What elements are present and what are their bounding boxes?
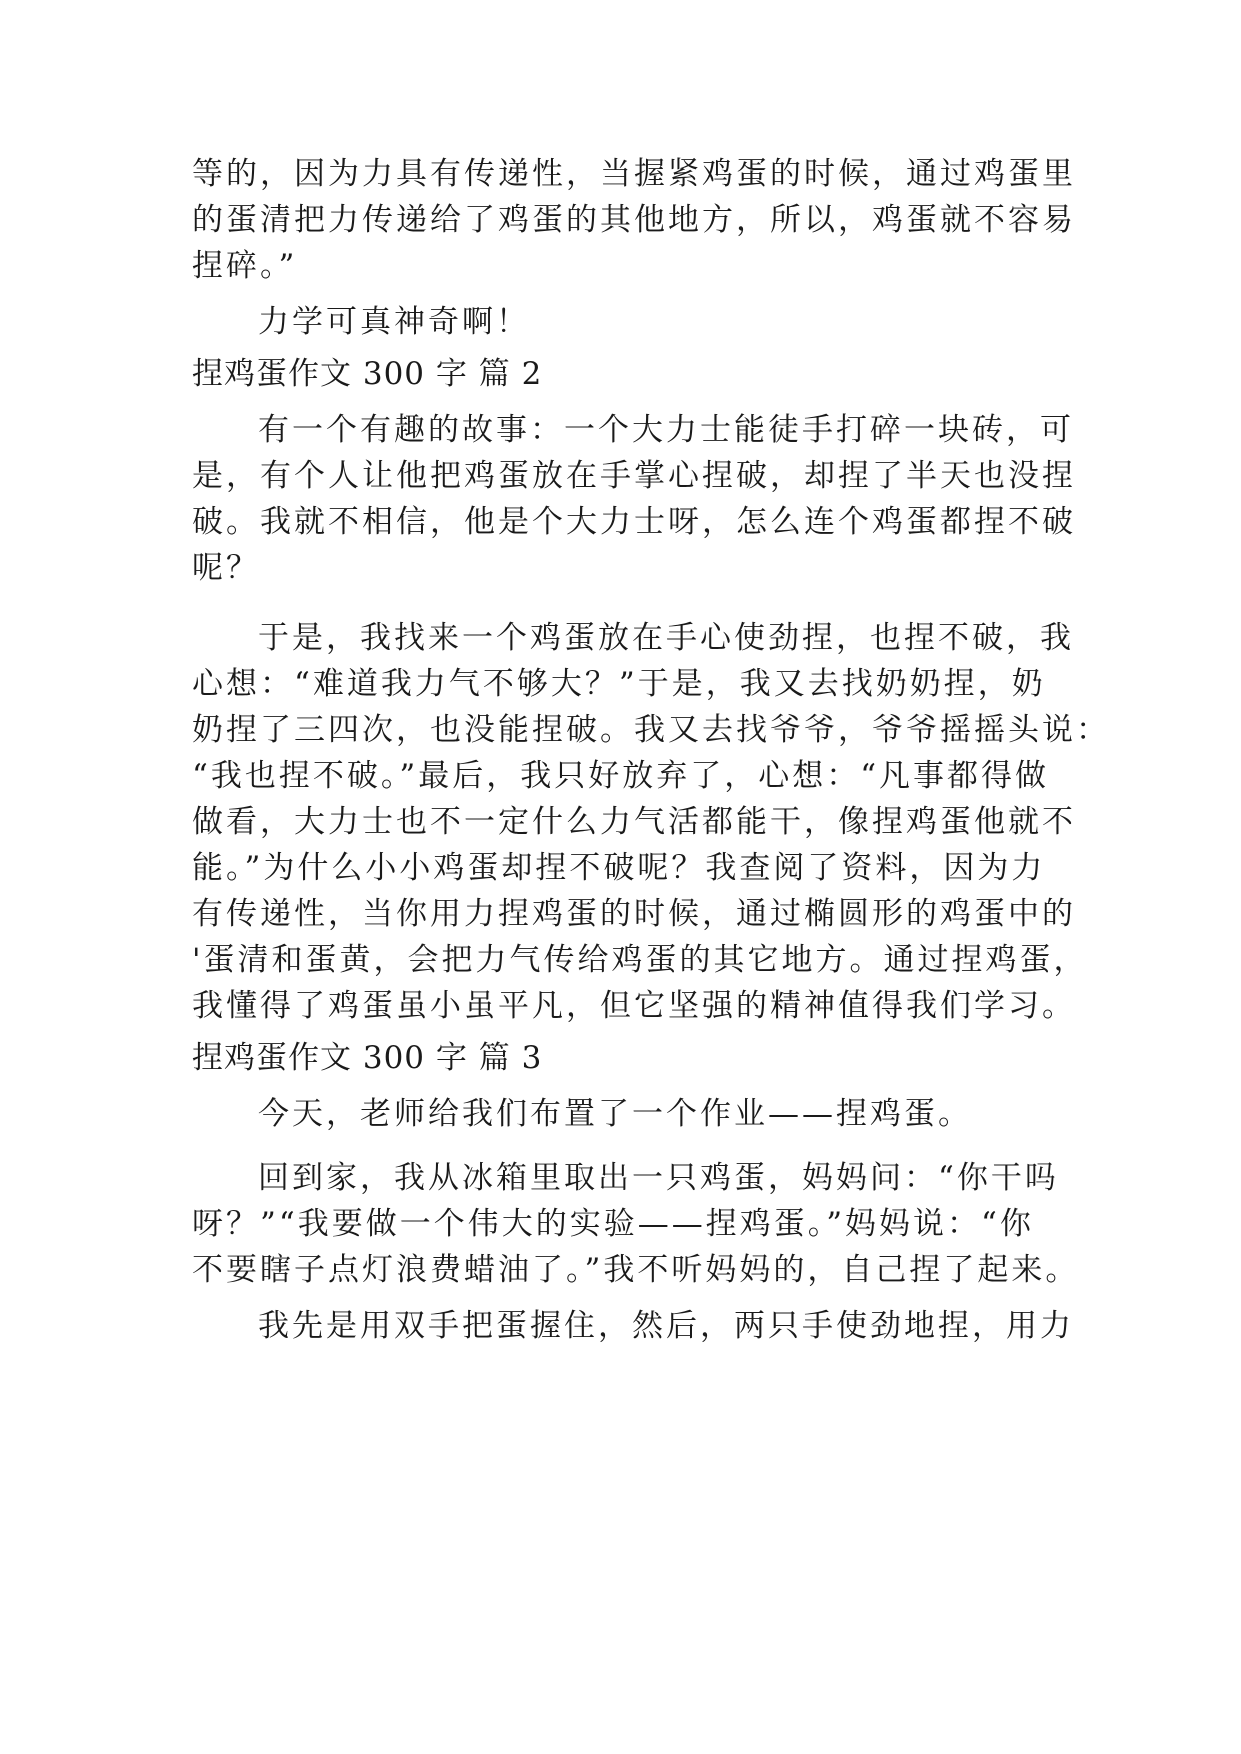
text-line: 有一个有趣的故事：一个大力士能徒手打碎一块砖，可: [258, 412, 1074, 448]
text-line: 做看，大力士也不一定什么力气活都能干，像捏鸡蛋他就不: [192, 804, 1076, 840]
text-line: 我先是用双手把蛋握住，然后，两只手使劲地捏，用力: [258, 1308, 1074, 1344]
text-line: 今天，老师给我们布置了一个作业——捏鸡蛋。: [258, 1096, 972, 1132]
text-line: 呀？”“我要做一个伟大的实验——捏鸡蛋。”妈妈说：“你: [192, 1206, 1034, 1242]
text-line: 破。我就不相信，他是个大力士呀，怎么连个鸡蛋都捏不破: [192, 504, 1076, 540]
text-line: 我懂得了鸡蛋虽小虽平凡，但它坚强的精神值得我们学习。: [192, 988, 1076, 1024]
text-line: 的蛋清把力传递给了鸡蛋的其他地方，所以，鸡蛋就不容易: [192, 202, 1076, 238]
text-line: 心想：“难道我力气不够大？”于是，我又去找奶奶捏，奶: [192, 666, 1046, 702]
text-line: 捏碎。”: [192, 248, 298, 284]
text-line: 奶捏了三四次，也没能捏破。我又去找爷爷，爷爷摇摇头说：: [192, 712, 1110, 748]
section-heading: 捏鸡蛋作文 300 字 篇 2: [192, 356, 543, 392]
section-heading: 捏鸡蛋作文 300 字 篇 3: [192, 1040, 543, 1076]
text-line: 不要瞎子点灯浪费蜡油了。”我不听妈妈的，自己捏了起来。: [192, 1252, 1080, 1288]
text-line: 是，有个人让他把鸡蛋放在手掌心捏破，却捏了半天也没捏: [192, 458, 1076, 494]
text-line: 等的，因为力具有传递性，当握紧鸡蛋的时候，通过鸡蛋里: [192, 156, 1076, 192]
text-line: 有传递性，当你用力捏鸡蛋的时候，通过椭圆形的鸡蛋中的: [192, 896, 1076, 932]
text-line: 力学可真神奇啊！: [258, 304, 530, 340]
text-line: 于是，我找来一个鸡蛋放在手心使劲捏，也捏不破，我: [258, 620, 1074, 656]
text-line: 回到家，我从冰箱里取出一只鸡蛋，妈妈问：“你干吗: [258, 1160, 1059, 1196]
text-line: 能。”为什么小小鸡蛋却捏不破呢？我查阅了资料，因为力: [192, 850, 1046, 886]
text-line: '蛋清和蛋黄，会把力气传给鸡蛋的其它地方。通过捏鸡蛋，: [192, 942, 1088, 978]
text-line: “我也捏不破。”最后，我只好放弃了，心想：“凡事都得做: [192, 758, 1050, 794]
text-line: 呢？: [192, 550, 260, 586]
